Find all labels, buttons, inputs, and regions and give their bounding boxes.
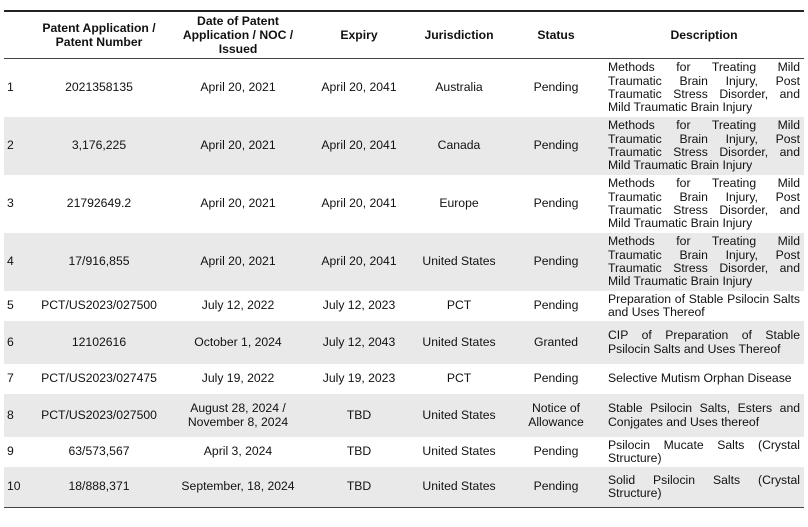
expiry-date: July 12, 2043	[308, 321, 410, 364]
jurisdiction: United States	[422, 444, 496, 459]
header-jurisdiction: Jurisdiction	[410, 11, 508, 59]
row-number: 1	[7, 80, 14, 95]
status: Pending	[508, 233, 604, 291]
header-status: Status	[508, 11, 604, 59]
patent-number: 63/573,567	[68, 444, 130, 459]
patent-number: 2021358135	[65, 80, 133, 95]
table-row	[4, 117, 804, 175]
expiry-date: July 19, 2023	[322, 371, 396, 386]
description: Psilocin Mucate Salts (Crystal Structure)	[608, 437, 800, 465]
expiry-date: April 20, 2041	[308, 233, 410, 291]
description: Stable Psilocin Salts, Esters and Conjgates and Uses thereof	[604, 394, 804, 437]
row-number: 8	[4, 394, 30, 437]
description: Solid Psilocin Salts (Crystal Structure)	[604, 467, 804, 508]
header-description: Description	[604, 11, 804, 59]
table-row	[4, 233, 804, 291]
patent-table	[4, 10, 804, 508]
description: Methods for Treating Mild Traumatic Brain Injury, Post Traumatic Stress Disorder, and Mild Traumatic Brain Injury	[604, 233, 804, 291]
jurisdiction: United States	[410, 321, 508, 364]
expiry-date: April 20, 2041	[321, 80, 397, 95]
header-date: Date of Patent Application / NOC / Issued	[168, 11, 308, 59]
description: Methods for Treating Mild Traumatic Brain Injury, Post Traumatic Stress Disorder, and Mild Traumatic Brain Injury	[608, 60, 800, 115]
patent-date: October 1, 2024	[168, 321, 308, 364]
status: Pending	[508, 117, 604, 175]
header-num	[4, 11, 30, 59]
jurisdiction: PCT	[446, 371, 472, 386]
description: Preparation of Stable Psilocin Salts and Uses Thereof	[608, 291, 800, 319]
patent-date: April 20, 2021	[168, 233, 308, 291]
patent-date: April 20, 2021	[168, 117, 308, 175]
jurisdiction: United States	[410, 394, 508, 437]
jurisdiction: Europe	[439, 196, 479, 211]
patent-date: April 20, 2021	[200, 196, 276, 211]
patent-date: August 28, 2024 / November 8, 2024	[168, 394, 308, 437]
row-number: 2	[4, 117, 30, 175]
patent-table-container	[4, 10, 804, 508]
jurisdiction: Australia	[435, 80, 483, 95]
expiry-date: TBD	[346, 444, 372, 459]
jurisdiction: United States	[410, 233, 508, 291]
expiry-date: TBD	[308, 394, 410, 437]
description: Selective Mutism Orphan Disease	[608, 371, 792, 386]
row-number: 10	[4, 467, 30, 508]
table-row	[4, 364, 804, 394]
status: Pending	[533, 196, 579, 211]
header-expiry: Expiry	[308, 11, 410, 59]
table-row	[4, 467, 804, 508]
jurisdiction: United States	[410, 467, 508, 508]
patent-number: 18/888,371	[30, 467, 168, 508]
patent-number: PCT/US2023/027500	[30, 394, 168, 437]
patent-date: April 20, 2021	[200, 80, 276, 95]
description: Methods for Treating Mild Traumatic Brain Injury, Post Traumatic Stress Disorder, and Mild Traumatic Brain Injury	[604, 117, 804, 175]
row-number: 3	[7, 196, 14, 211]
expiry-date: April 20, 2041	[308, 117, 410, 175]
table-row	[4, 394, 804, 437]
patent-number: 3,176,225	[30, 117, 168, 175]
row-number: 7	[7, 371, 14, 386]
status: Granted	[508, 321, 604, 364]
jurisdiction: PCT	[446, 298, 472, 313]
patent-number: 12102616	[30, 321, 168, 364]
patent-number: PCT/US2023/027475	[41, 371, 157, 386]
patent-date: July 19, 2022	[201, 371, 275, 386]
status: Pending	[533, 298, 579, 313]
status: Pending	[533, 371, 579, 386]
expiry-date: TBD	[308, 467, 410, 508]
header-row	[4, 11, 804, 59]
table-row	[4, 175, 804, 233]
patent-number: PCT/US2023/027500	[41, 298, 157, 313]
status: Pending	[533, 80, 579, 95]
patent-number: 17/916,855	[30, 233, 168, 291]
table-row	[4, 291, 804, 321]
status: Pending	[533, 444, 579, 459]
row-number: 4	[4, 233, 30, 291]
row-number: 5	[7, 298, 14, 313]
row-number: 9	[7, 444, 14, 459]
status: Pending	[508, 467, 604, 508]
description: Methods for Treating Mild Traumatic Brain Injury, Post Traumatic Stress Disorder, and Mild Traumatic Brain Injury	[608, 176, 800, 231]
patent-date: April 3, 2024	[203, 444, 273, 459]
jurisdiction: Canada	[410, 117, 508, 175]
header-patent-number: Patent Application / Patent Number	[30, 11, 168, 59]
patent-number: 21792649.2	[66, 196, 132, 211]
table-row	[4, 437, 804, 467]
description: CIP of Preparation of Stable Psilocin Salts and Uses Thereof	[604, 321, 804, 364]
status: Notice of Allowance	[508, 394, 604, 437]
table-row	[4, 59, 804, 118]
expiry-date: April 20, 2041	[321, 196, 397, 211]
patent-date: September, 18, 2024	[168, 467, 308, 508]
row-number: 6	[4, 321, 30, 364]
expiry-date: July 12, 2023	[322, 298, 396, 313]
table-row	[4, 321, 804, 364]
patent-date: July 12, 2022	[201, 298, 275, 313]
